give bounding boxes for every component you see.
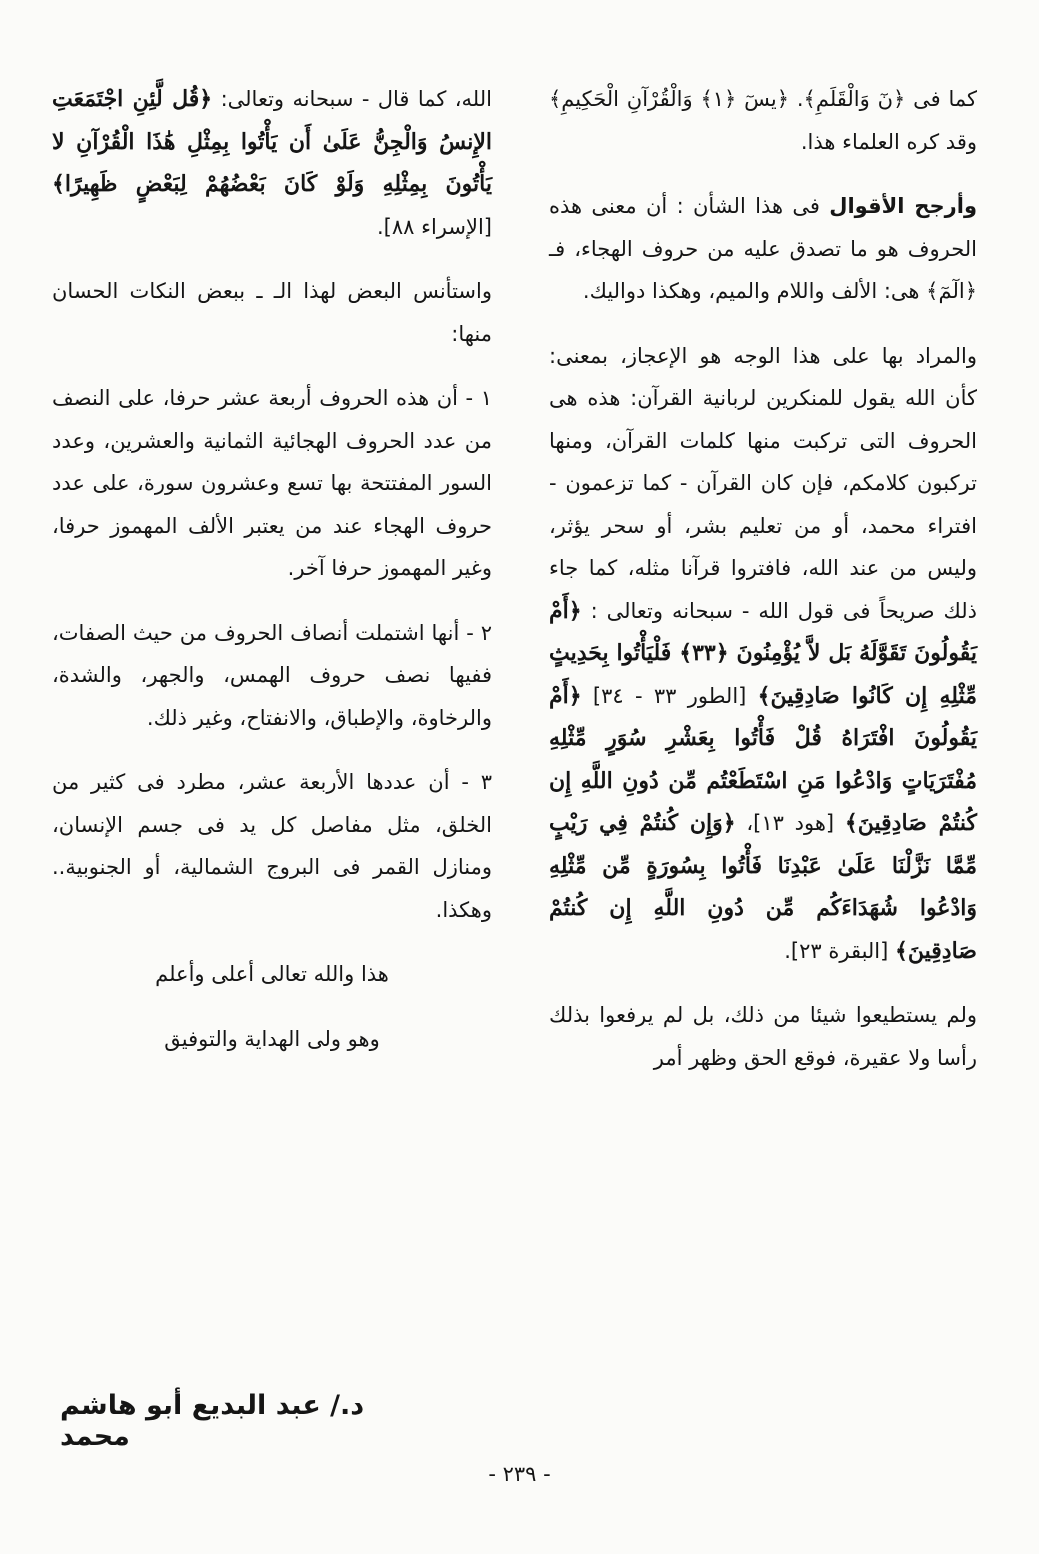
paragraph-text: فى هذا الشأن : أن معنى هذه الحروف هو ما تصدق عليه من حروف الهجاء، فـ ﴿الٓمٓ﴾ هى: الألف واللام والميم، وهكذا دواليك. <box>549 194 977 303</box>
paragraph-text: ٢ - أنها اشتملت أنصاف الحروف من حيث الصفات، ففيها نصف حروف الهمس، والجهر، والشدة، والرخاوة، والإطباق، والانفتاح، وغير ذلك. <box>52 620 492 730</box>
verse-reference: [الطور ٣٣ - ٣٤] <box>581 683 758 708</box>
paragraph-text: والمراد بها على هذا الوجه هو الإعجاز، بمعنى: كأن الله يقول للمنكرين لربانية القرآن: هذه هى الحروف التى تركبت منها كلمات القرآن، ومنها تركبون كلامكم، فإن كان القرآن - كما تزعمون - افتراء محمد، أو من تعليم بشر، أو سحر يؤثر، وليس من عند الله، فافتروا قرآنا مثله، كما جاء ذلك صريحاً فى قول الله - سبحانه وتعالى : <box>549 343 977 623</box>
verse-reference: [البقرة ٢٣]. <box>784 938 896 963</box>
list-item <box>52 377 492 590</box>
quran-verse: ﴿قُل لَّئِنِ اجْتَمَعَتِ الإِنسُ وَالْجِنُّ عَلَىٰ أَن يَأْتُوا بِمِثْلِ هَٰذَا الْقُرْآنِ لا يَأْتُونَ بِمِثْلِهِ وَلَوْ كَانَ بَعْضُهُمْ لِبَعْضٍ ظَهِيرًا﴾ <box>52 86 492 197</box>
lead-phrase: وأرجح الأقوال <box>829 194 978 218</box>
closing-line: هذا والله تعالى أعلى وأعلم <box>155 962 389 986</box>
page-number: - ٢٣٩ - <box>488 1462 551 1486</box>
author-signature: د./ عبد البديع أبو هاشم محمد <box>60 1390 365 1452</box>
paragraph-text: ١ - أن هذه الحروف أربعة عشر حرفا، على النصف من عدد الحروف الهجائية الثمانية والعشرين، وعدد السور المفتتحة بها تسع وعشرون سورة، على عدد حروف الهجاء عند من يعتبر الألف المهموز حرفا، وغير المهموز حرفا آخر. <box>52 386 492 580</box>
paragraph-text: كما فى ﴿نٓ وَالْقَلَمِ﴾. ﴿يسٓ ﴿١﴾ وَالْقُرْآنِ الْحَكِيمِ﴾ وقد كره العلماء هذا. <box>549 87 977 154</box>
paragraph <box>549 335 977 973</box>
paragraph <box>549 994 977 1079</box>
list-item <box>52 612 492 740</box>
paragraph <box>52 270 492 355</box>
right-column <box>549 78 977 1101</box>
paragraph <box>549 78 977 163</box>
paragraph <box>549 185 977 313</box>
paragraph-text: الله، كما قال - سبحانه وتعالى: <box>212 87 492 111</box>
verse-reference: [هود ١٣]، <box>735 811 845 835</box>
quran-verse: ﴿أَمْ يَقُولُونَ تَقَوَّلَهُ بَل لاَّ يُؤْمِنُونَ ﴿٣٣﴾ فَلْيَأْتُوا بِحَدِيثٍ مِّثْلِهِ إِن كَانُوا صَادِقِينَ﴾ <box>549 597 978 709</box>
paragraph-text: ٣ - أن عددها الأربعة عشر، مطرد فى كثير من الخلق، مثل مفاصل كل يد فى جسم الإنسان، ومنازل القمر فى البروج الشمالية، أو الجنوبية.. وهكذا. <box>52 770 492 922</box>
left-column <box>52 78 492 1082</box>
closing-line: وهو ولى الهداية والتوفيق <box>164 1026 380 1051</box>
paragraph-text: واستأنس البعض لهذا الـ ـ ببعض النكات الحسان منها: <box>52 279 492 346</box>
verse-reference: [الإسراء ٨٨]. <box>376 214 492 239</box>
paragraph <box>52 78 492 248</box>
paragraph-text: ولم يستطيعوا شيئا من ذلك، بل لم يرفعوا بذلك رأسا ولا عقيرة، فوقع الحق وظهر أمر <box>549 1003 977 1070</box>
quran-verse: ﴿أَمْ يَقُولُونَ افْتَرَاهُ قُلْ فَأْتُوا بِعَشْرِ سُوَرٍ مِّثْلِهِ مُفْتَرَيَاتٍ وَادْعُوا مَنِ اسْتَطَعْتُم مِّن دُونِ اللَّهِ إِن كُنتُمْ صَادِقِينَ﴾ <box>549 682 978 836</box>
quran-verse: ﴿وَإِن كُنتُمْ فِي رَيْبٍ مِّمَّا نَزَّلْنَا عَلَىٰ عَبْدِنَا فَأْتُوا بِسُورَةٍ مِّن مِّثْلِهِ وَادْعُوا شُهَدَاءَكُم مِّن دُونِ اللَّهِ إِن كُنتُمْ صَادِقِينَ﴾ <box>549 810 977 964</box>
list-item <box>52 761 492 931</box>
